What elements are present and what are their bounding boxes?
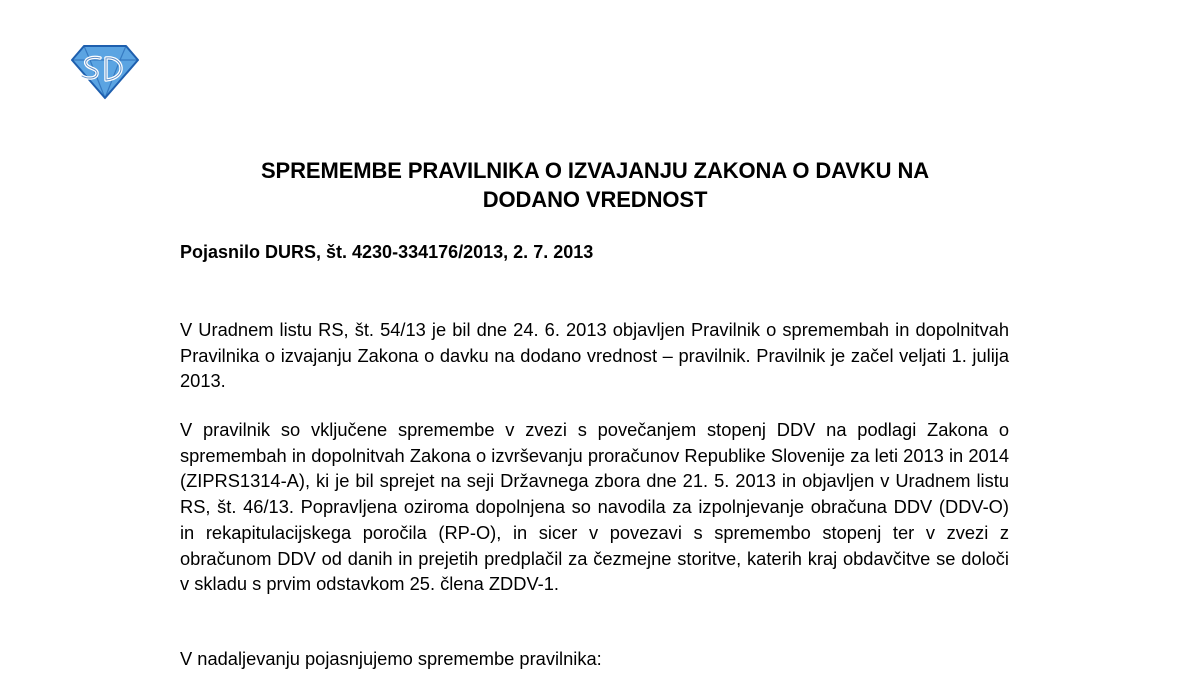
paragraph-2: V pravilnik so vključene spremembe v zvezi s povečanjem stopenj DDV na podlagi Zakona o spremembah in dopolnitvah Zakona o izvrševanju proračunov Republike Slovenije za leti 2013 in 2014 (ZIPRS1314-A), ki je bil sprejet na seji Državnega zbora dne 21. 5. 2013 in objavljen v Uradnem listu RS, št. 46/13. Popravljena oziroma dopolnjena so navodila za izpolnjevanje obračuna DDV (DDV-O) in rekapitulacijskega poročila (RP-O), in sicer v povezavi s spremembo stopenj ter v zvezi z obračunom DDV od danih in prejetih predplačil za čezmejne storitve, katerih kraj obdavčitve se določi v skladu s prvim odstavkom 25. člena ZDDV-1.: [180, 419, 1009, 595]
paragraph-3: V nadaljevanju pojasnjujemo spremembe pravilnika:: [180, 648, 602, 669]
sd-logo-icon: [70, 44, 140, 100]
document-subtitle: Pojasnilo DURS, št. 4230-334176/2013, 2. 7. 2013: [180, 242, 594, 262]
document-title: [150, 156, 1040, 214]
document-title-line1: SPREMEMBE PRAVILNIKA O IZVAJANJU ZAKONA O DAVKU NA: [260, 158, 930, 183]
sd-logo: [70, 44, 140, 100]
document-title-line2: DODANO VREDNOST: [482, 187, 708, 212]
paragraph-1: V Uradnem listu RS, št. 54/13 je bil dne 24. 6. 2013 objavljen Pravilnik o spremembah in dopolnitvah Pravilnika o izvajanju Zakona o davku na dodano vrednost – pravilnik. Pravilnik je začel veljati 1. julija 2013.: [180, 319, 1009, 392]
